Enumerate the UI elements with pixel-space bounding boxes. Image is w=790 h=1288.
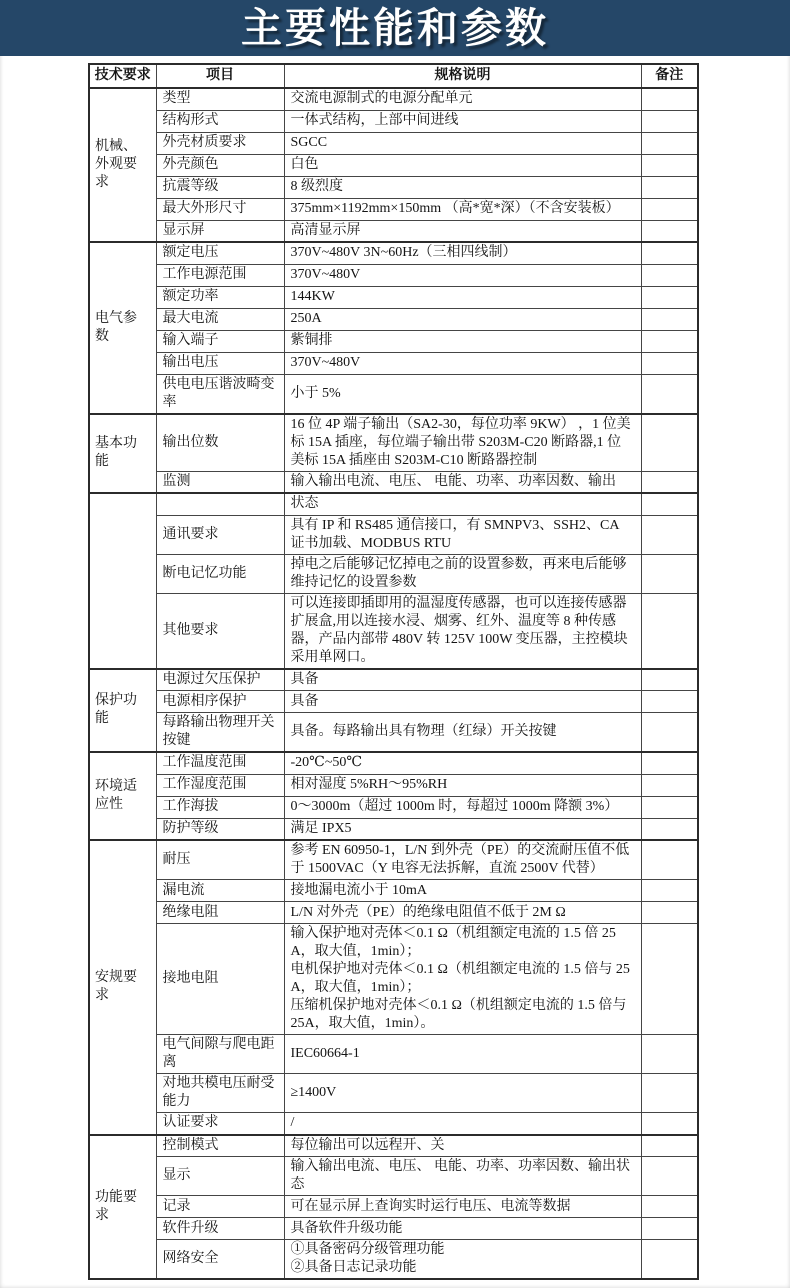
spec-cell: 相对湿度 5%RH～95%RH <box>284 774 641 796</box>
remark-cell <box>641 1035 698 1074</box>
group-label: 功能要求 <box>89 1135 156 1280</box>
spec-cell: 具备 <box>284 669 641 691</box>
spec-cell: 高清显示屏 <box>284 220 641 242</box>
spec-cell: 250A <box>284 308 641 330</box>
column-header-remark: 备注 <box>641 64 698 88</box>
item-cell: 工作温度范围 <box>156 752 284 774</box>
table-row <box>89 286 698 308</box>
item-cell: 供电电压谐波畸变率 <box>156 374 284 414</box>
spec-cell: 8 级烈度 <box>284 176 641 198</box>
remark-cell <box>641 374 698 414</box>
remark-cell <box>641 110 698 132</box>
spec-cell: 370V~480V 3N~60Hz（三相四线制） <box>284 242 641 264</box>
spec-cell: ≥1400V <box>284 1074 641 1113</box>
group-label: 环境适应性 <box>89 752 156 840</box>
remark-cell <box>641 1218 698 1240</box>
remark-cell <box>641 414 698 472</box>
item-cell: 工作海拔 <box>156 796 284 818</box>
table-row <box>89 414 698 472</box>
spec-cell: 370V~480V <box>284 264 641 286</box>
table-row <box>89 176 698 198</box>
remark-cell <box>641 286 698 308</box>
table-row <box>89 198 698 220</box>
table-row <box>89 796 698 818</box>
remark-cell <box>641 242 698 264</box>
spec-cell: 状态 <box>284 493 641 515</box>
table-row <box>89 691 698 713</box>
spec-cell: 具有 IP 和 RS485 通信接口，有 SMNPV3、SSH2、CA 证书加载、MODBUS RTU <box>284 515 641 554</box>
table-row <box>89 471 698 493</box>
title-banner <box>0 0 790 56</box>
remark-cell <box>641 880 698 902</box>
table-row <box>89 374 698 414</box>
item-cell: 外壳颜色 <box>156 154 284 176</box>
item-cell: 耐压 <box>156 840 284 880</box>
item-cell: 软件升级 <box>156 1218 284 1240</box>
remark-cell <box>641 1196 698 1218</box>
item-cell: 网络安全 <box>156 1240 284 1280</box>
table-row <box>89 242 698 264</box>
group-label: 电气参数 <box>89 242 156 414</box>
remark-cell <box>641 669 698 691</box>
item-cell: 通讯要求 <box>156 515 284 554</box>
column-header-spec: 规格说明 <box>284 64 641 88</box>
spec-cell: SGCC <box>284 132 641 154</box>
table-row <box>89 902 698 924</box>
spec-cell: 具备软件升级功能 <box>284 1218 641 1240</box>
spec-cell: 输入输出电流、电压、 电能、功率、功率因数、输出状态 <box>284 1157 641 1196</box>
column-header-tech-requirement: 技术要求 <box>89 64 156 88</box>
table-row <box>89 330 698 352</box>
table-row <box>89 264 698 286</box>
item-cell: 显示 <box>156 1157 284 1196</box>
table-row <box>89 752 698 774</box>
spec-cell: 交流电源制式的电源分配单元 <box>284 88 641 110</box>
remark-cell <box>641 593 698 669</box>
remark-cell <box>641 88 698 110</box>
header-row <box>89 64 698 88</box>
item-cell <box>156 493 284 515</box>
remark-cell <box>641 471 698 493</box>
remark-cell <box>641 554 698 593</box>
remark-cell <box>641 176 698 198</box>
table-row <box>89 220 698 242</box>
item-cell: 抗震等级 <box>156 176 284 198</box>
table-row <box>89 818 698 840</box>
table-row <box>89 1035 698 1074</box>
table-row <box>89 1218 698 1240</box>
spec-table-container <box>0 56 790 1288</box>
item-cell: 类型 <box>156 88 284 110</box>
item-cell: 漏电流 <box>156 880 284 902</box>
table-row <box>89 880 698 902</box>
remark-cell <box>641 1074 698 1113</box>
spec-cell: 一体式结构，上部中间进线 <box>284 110 641 132</box>
item-cell: 输入端子 <box>156 330 284 352</box>
item-cell: 结构形式 <box>156 110 284 132</box>
table-row <box>89 493 698 515</box>
remark-cell <box>641 198 698 220</box>
remark-cell <box>641 493 698 515</box>
item-cell: 接地电阻 <box>156 924 284 1035</box>
spec-cell: 144KW <box>284 286 641 308</box>
table-row <box>89 924 698 1035</box>
table-row <box>89 1196 698 1218</box>
remark-cell <box>641 308 698 330</box>
spec-cell: L/N 对外壳（PE）的绝缘电阻值不低于 2M Ω <box>284 902 641 924</box>
table-row <box>89 774 698 796</box>
remark-cell <box>641 902 698 924</box>
table-row <box>89 1074 698 1113</box>
table-row <box>89 515 698 554</box>
table-row <box>89 1135 698 1157</box>
spec-cell: 白色 <box>284 154 641 176</box>
spec-cell: ①具备密码分级管理功能 ②具备日志记录功能 <box>284 1240 641 1280</box>
spec-cell: 0～3000m（超过 1000m 时，每超过 1000m 降额 3%） <box>284 796 641 818</box>
table-row <box>89 1240 698 1280</box>
remark-cell <box>641 220 698 242</box>
item-cell: 工作电源范围 <box>156 264 284 286</box>
table-row <box>89 669 698 691</box>
remark-cell <box>641 840 698 880</box>
item-cell: 外壳材质要求 <box>156 132 284 154</box>
spec-cell: 370V~480V <box>284 352 641 374</box>
table-row <box>89 840 698 880</box>
table-row <box>89 1113 698 1135</box>
group-label <box>89 493 156 669</box>
remark-cell <box>641 1240 698 1280</box>
remark-cell <box>641 774 698 796</box>
item-cell: 认证要求 <box>156 1113 284 1135</box>
group-label: 基本功能 <box>89 414 156 494</box>
spec-cell: 具备。每路输出具有物理（红绿）开关按键 <box>284 713 641 753</box>
remark-cell <box>641 132 698 154</box>
table-row <box>89 154 698 176</box>
remark-cell <box>641 515 698 554</box>
item-cell: 输出电压 <box>156 352 284 374</box>
item-cell: 控制模式 <box>156 1135 284 1157</box>
spec-table <box>88 63 699 1280</box>
remark-cell <box>641 713 698 753</box>
spec-cell: IEC60664-1 <box>284 1035 641 1074</box>
spec-cell: 具备 <box>284 691 641 713</box>
group-label: 保护功能 <box>89 669 156 753</box>
page-title: 主要性能和参数 <box>241 4 549 51</box>
item-cell: 每路输出物理开关按键 <box>156 713 284 753</box>
spec-cell: -20℃~50℃ <box>284 752 641 774</box>
table-row <box>89 713 698 753</box>
spec-cell: 输入保护地对壳体＜0.1 Ω（机组额定电流的 1.5 倍 25A，取大值，1min）； 电机保护地对壳体＜0.1 Ω（机组额定电流的 1.5 倍与 25A，取大值，1min）； 压缩机保护地对壳体＜0.1 Ω（机组额定电流的 1.5 倍与 25A，取大值，1min）。 <box>284 924 641 1035</box>
table-row <box>89 132 698 154</box>
table-row <box>89 352 698 374</box>
spec-cell: 小于 5% <box>284 374 641 414</box>
item-cell: 输出位数 <box>156 414 284 472</box>
remark-cell <box>641 1113 698 1135</box>
table-row <box>89 1157 698 1196</box>
spec-cell: 接地漏电流小于 10mA <box>284 880 641 902</box>
spec-cell: 输入输出电流、电压、 电能、功率、功率因数、输出 <box>284 471 641 493</box>
item-cell: 工作湿度范围 <box>156 774 284 796</box>
item-cell: 记录 <box>156 1196 284 1218</box>
remark-cell <box>641 330 698 352</box>
item-cell: 其他要求 <box>156 593 284 669</box>
item-cell: 绝缘电阻 <box>156 902 284 924</box>
remark-cell <box>641 691 698 713</box>
item-cell: 额定电压 <box>156 242 284 264</box>
spec-cell: 掉电之后能够记忆掉电之前的设置参数，再来电后能够维持记忆的设置参数 <box>284 554 641 593</box>
item-cell: 对地共模电压耐受能力 <box>156 1074 284 1113</box>
remark-cell <box>641 1135 698 1157</box>
item-cell: 最大电流 <box>156 308 284 330</box>
remark-cell <box>641 154 698 176</box>
table-row <box>89 88 698 110</box>
item-cell: 最大外形尺寸 <box>156 198 284 220</box>
remark-cell <box>641 264 698 286</box>
item-cell: 额定功率 <box>156 286 284 308</box>
remark-cell <box>641 752 698 774</box>
spec-cell: 紫铜排 <box>284 330 641 352</box>
spec-cell: 可以连接即插即用的温湿度传感器，也可以连接传感器扩展盒,用以连接水浸、烟雾、红外、温度等 8 种传感器，产品内部带 480V 转 125V 100W 变压器，主控模块采用单网口。 <box>284 593 641 669</box>
spec-cell: 375mm×1192mm×150mm （高*宽*深）（不含安装板） <box>284 198 641 220</box>
remark-cell <box>641 924 698 1035</box>
table-row <box>89 593 698 669</box>
group-label: 机械、外观要求 <box>89 88 156 242</box>
spec-cell: 满足 IPX5 <box>284 818 641 840</box>
group-label: 安规要求 <box>89 840 156 1135</box>
spec-cell: 可在显示屏上查询实时运行电压、电流等数据 <box>284 1196 641 1218</box>
item-cell: 监测 <box>156 471 284 493</box>
item-cell: 显示屏 <box>156 220 284 242</box>
table-row <box>89 110 698 132</box>
remark-cell <box>641 1157 698 1196</box>
spec-cell: 每位输出可以远程开、关 <box>284 1135 641 1157</box>
spec-cell: 16 位 4P 端子输出（SA2-30，每位功率 9KW） ，1 位美标 15A 插座，每位端子输出带 S203M-C20 断路器,1 位美标 15A 插座由 S203M-C10 断路器控制 <box>284 414 641 472</box>
spec-cell: 参考 EN 60950-1，L/N 到外壳（PE）的交流耐压值不低于 1500VAC（Y 电容无法拆解，直流 2500V 代替） <box>284 840 641 880</box>
remark-cell <box>641 818 698 840</box>
item-cell: 电气间隙与爬电距离 <box>156 1035 284 1074</box>
item-cell: 防护等级 <box>156 818 284 840</box>
remark-cell <box>641 352 698 374</box>
column-header-item: 项目 <box>156 64 284 88</box>
item-cell: 电源相序保护 <box>156 691 284 713</box>
remark-cell <box>641 796 698 818</box>
item-cell: 电源过欠压保护 <box>156 669 284 691</box>
table-row <box>89 308 698 330</box>
table-row <box>89 554 698 593</box>
item-cell: 断电记忆功能 <box>156 554 284 593</box>
spec-cell: / <box>284 1113 641 1135</box>
